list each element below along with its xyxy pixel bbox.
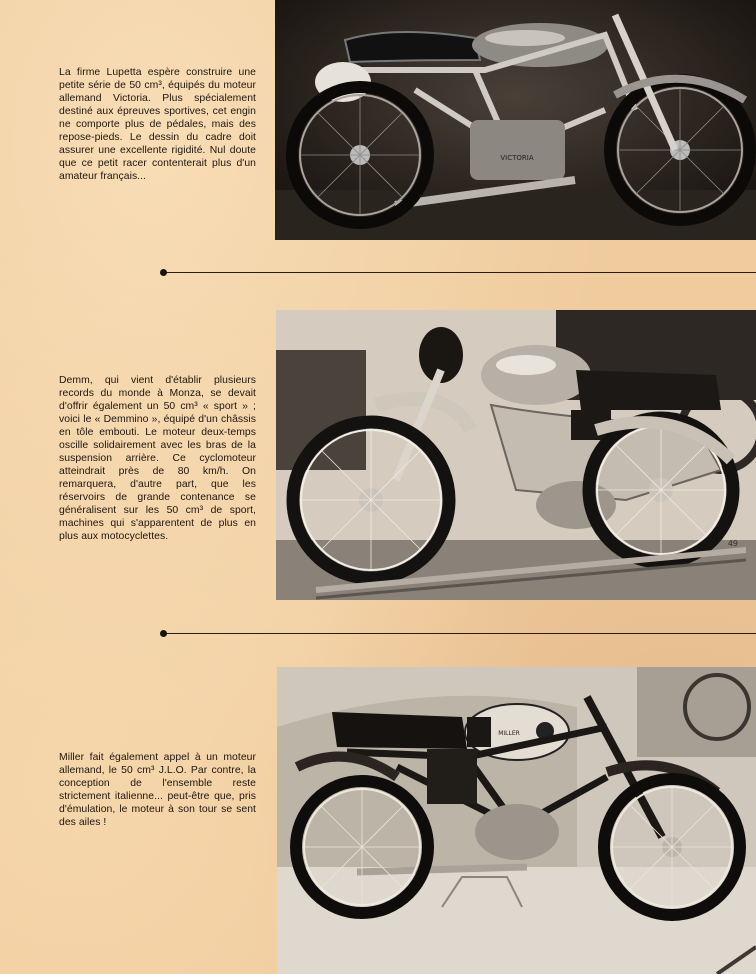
caption-lupetta: La firme Lupetta espère construire une petite série de 50 cm³, équipés du moteur allemand Victoria. Plus spécialement destiné aux épreuves sportives, cet engin ne comporte plus de pédales, mais des repose-pieds. Le dessin du cadre doit assurer une excellente rigidité. Nul doute que ce petit racer contenterait plus d'un amateur français... <box>59 67 256 182</box>
divider-top <box>164 272 756 273</box>
photo-demmino-motorcycle <box>276 310 756 600</box>
caption-miller: Miller fait également appel à un moteur allemand, le 50 cm³ J.L.O. Par contre, la conception de l'ensemble reste strictement italienne... peut-être que, pris d'émulation, le moteur à son tour se sent des ailes ! <box>59 752 256 828</box>
divider-top-dot <box>160 269 167 276</box>
divider-bottom-dot <box>160 630 167 637</box>
divider-bottom <box>164 633 756 634</box>
caption-demm: Demm, qui vient d'établir plusieurs records du monde à Monza, se devait d'offrir également un 50 cm³ « sport » ; voici le « Demmino », équipé d'un châssis en tôle embouti. Le moteur deux-temps oscille solidairement avec les bras de la suspension arrière. Ce cyclomoteur atteindrait près de 80 km/h. On remarquera, d'autre part, que les réservoirs de grande contenance se généralisent sur les 50 cm³ de sport, machines qui s'apparentent de plus en plus aux motocyclettes. <box>59 375 256 542</box>
photo-lupetta-motorcycle <box>275 0 756 240</box>
engine-brand-label: VICTORIA <box>500 154 534 162</box>
stand-number-label: 49 <box>727 539 738 548</box>
tank-brand-label: MILLER <box>498 730 520 737</box>
photo-miller-motorcycle <box>277 667 756 974</box>
